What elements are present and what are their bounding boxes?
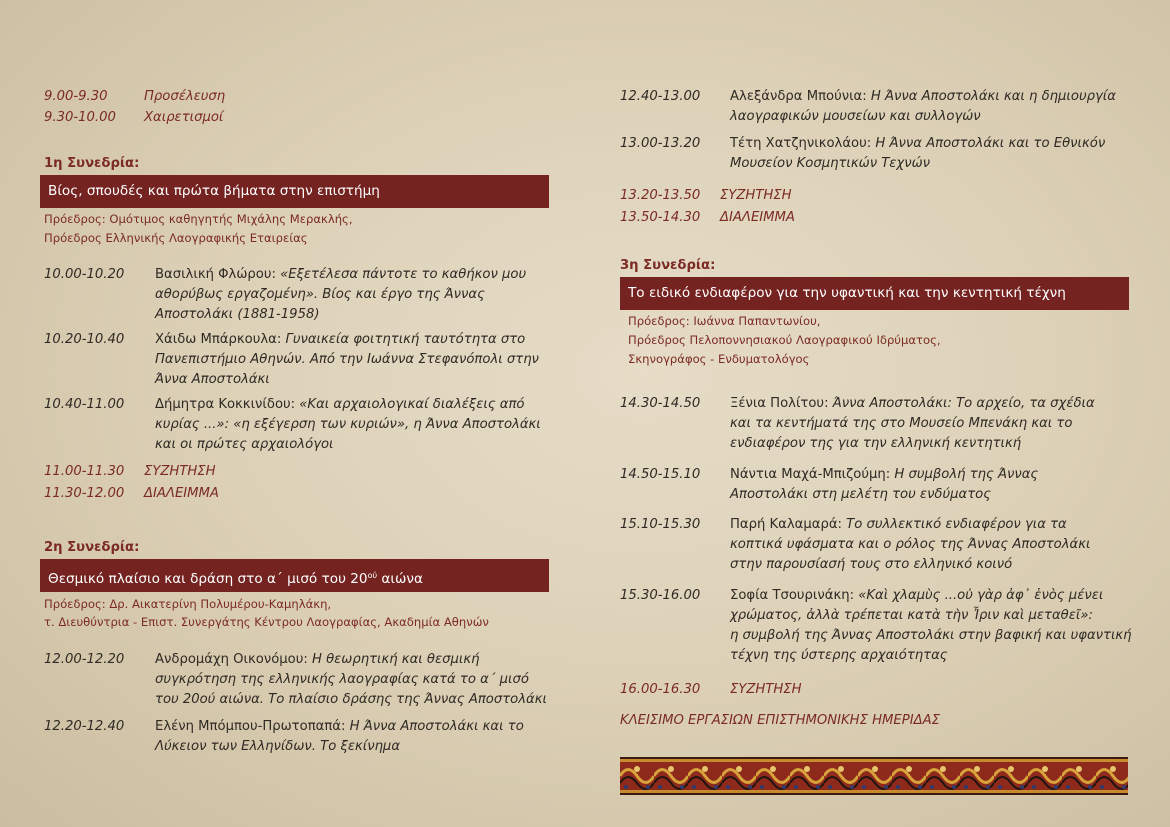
time-label: 9.30-10.00 bbox=[44, 110, 116, 125]
speaker-name: Βασιλική Φλώρου: bbox=[155, 267, 281, 282]
talk-title: Άννα Αποστολάκι: Το αρχείο, τα σχέδια bbox=[832, 396, 1095, 411]
speaker-name: Αλεξάνδρα Μπούνια: bbox=[730, 89, 871, 104]
session-label: 3η Συνεδρία: bbox=[620, 258, 716, 273]
session-title-bar bbox=[40, 559, 549, 592]
time-label: 10.40-11.00 bbox=[44, 397, 125, 412]
session-title-sup: ού bbox=[367, 571, 378, 580]
talk-title: Η θεωρητική και θεσμική bbox=[312, 652, 480, 667]
talk-title-line: Αποστολάκι στη μελέτη του ενδύματος bbox=[730, 487, 991, 502]
event-label: ΔΙΑΛΕΙΜΜΑ bbox=[144, 486, 219, 501]
talk-title-line: και οι πρώτες αρχαιολόγοι bbox=[155, 437, 334, 452]
speaker-name: Ξένια Πολίτου: bbox=[730, 396, 833, 411]
time-label: 11.30-12.00 bbox=[44, 486, 125, 501]
chair-line: Πρόεδρος Ελληνικής Λαογραφικής Εταιρείας bbox=[44, 231, 308, 245]
time-label: 14.50-15.10 bbox=[620, 467, 701, 482]
session-title-bar: Βίος, σπουδές και πρώτα βήματα στην επιστήμη bbox=[40, 175, 549, 208]
talk-title-line: αθορύβως εργαζομένη». Βίος και έργο της Άννας bbox=[155, 287, 485, 302]
session-title: Θεσμικό πλαίσιο και δράση στο α΄ μισό του 20 bbox=[48, 571, 368, 587]
event-label: Προσέλευση bbox=[144, 89, 226, 104]
time-label: 12.20-12.40 bbox=[44, 719, 125, 734]
event-label: ΔΙΑΛΕΙΜΜΑ bbox=[720, 210, 795, 225]
closing-text: ΚΛΕΙΣΙΜΟ ΕΡΓΑΣΙΩΝ ΕΠΙΣΤΗΜΟΝΙΚΗΣ ΗΜΕΡΙΔΑΣ bbox=[620, 713, 940, 728]
talk-title: Γυναικεία φοιτητική ταυτότητα στο bbox=[285, 332, 526, 347]
talk-title-line: η συμβολή της Άννας Αποστολάκι στην βαφική και υφαντική bbox=[730, 628, 1132, 643]
speaker-name: Τέτη Χατζηνικολάου: bbox=[730, 136, 876, 151]
talk-title-line: στην παρουσίασή τους στο ελληνικό κοινό bbox=[730, 557, 1013, 572]
talk-title: Η Άννα Αποστολάκι και το bbox=[349, 719, 524, 734]
session-label: 2η Συνεδρία: bbox=[44, 540, 140, 555]
talk-title-line: τέχνη της ύστερης αρχαιότητας bbox=[730, 648, 948, 663]
chair-line: Πρόεδρος: Ομότιμος καθηγητής Μιχάλης Μερακλής, bbox=[44, 212, 353, 226]
talk-title-line: χρώματος, ἀλλὰ τρέπεται κατὰ τὴν Ἶριν καὶ μεταθεῖ»: bbox=[730, 608, 1093, 623]
session-label: 1η Συνεδρία: bbox=[44, 156, 140, 171]
event-label: Χαιρετισμοί bbox=[144, 110, 224, 125]
time-label: 12.40-13.00 bbox=[620, 89, 701, 104]
talk-title-line: κυρίας ...»: «η εξέγερση των κυριών», η Άννα Αποστολάκι bbox=[155, 417, 541, 432]
speaker-name: Νάντια Μαχά-Μπιζούμη: bbox=[730, 467, 895, 482]
talk-title-line: λαογραφικών μουσείων και συλλογών bbox=[730, 109, 981, 124]
talk-title: Η Άννα Αποστολάκι και η δημιουργία bbox=[870, 89, 1116, 104]
talk-title-line: του 20ού αιώνα. Το πλαίσιο δράσης της Άννας Αποστολάκι bbox=[155, 692, 547, 707]
time-label: 10.00-10.20 bbox=[44, 267, 125, 282]
chair-line: Πρόεδρος Πελοποννησιακού Λαογραφικού Ιδρύματος, bbox=[628, 333, 941, 347]
textile-border-image bbox=[620, 757, 1128, 795]
event-label: ΣΥΖΗΤΗΣΗ bbox=[144, 464, 216, 479]
talk-title: Η Άννα Αποστολάκι και το Εθνικόν bbox=[875, 136, 1106, 151]
talk-title-line: συγκρότηση της ελληνικής λαογραφίας κατά το α΄ μισό bbox=[155, 672, 529, 687]
chair-line: Σκηνογράφος - Ενδυματολόγος bbox=[628, 352, 810, 366]
talk-title-line: Μουσείον Κοσμητικών Τεχνών bbox=[730, 156, 931, 171]
speaker-name: Σοφία Τσουρινάκη: bbox=[730, 588, 859, 603]
time-label: 15.10-15.30 bbox=[620, 517, 701, 532]
talk-title: Η συμβολή της Άννας bbox=[894, 467, 1039, 482]
time-label: 11.00-11.30 bbox=[44, 464, 125, 479]
talk-title-line: Λύκειον των Ελληνίδων. Το ξεκίνημα bbox=[155, 739, 401, 754]
time-label: 12.00-12.20 bbox=[44, 652, 125, 667]
talk-title-line: κοπτικά υφάσματα και ο ρόλος της Άννας Αποστολάκι bbox=[730, 537, 1091, 552]
time-label: 14.30-14.50 bbox=[620, 396, 701, 411]
time-label: 9.00-9.30 bbox=[44, 89, 108, 104]
time-label: 13.20-13.50 bbox=[620, 188, 701, 203]
session-title-bar: Το ειδικό ενδιαφέρον για την υφαντική και την κεντητική τέχνη bbox=[620, 277, 1129, 310]
talk-title: «Καὶ χλαμὺς ...οὐ γὰρ ἀφ᾽ ἑνὸς μένει bbox=[858, 588, 1104, 603]
talk-title-line: και τα κεντήματά της στο Μουσείο Μπενάκη και το bbox=[730, 416, 1073, 431]
time-label: 10.20-10.40 bbox=[44, 332, 125, 347]
speaker-name: Ανδρομάχη Οικονόμου: bbox=[155, 652, 312, 667]
event-label: ΣΥΖΗΤΗΣΗ bbox=[730, 682, 802, 697]
time-label: 16.00-16.30 bbox=[620, 682, 701, 697]
time-label: 15.30-16.00 bbox=[620, 588, 701, 603]
chair-line: Πρόεδρος: Δρ. Αικατερίνη Πολυμέρου-Καμηλάκη, bbox=[44, 597, 332, 611]
talk-title-line: Αποστολάκι (1881-1958) bbox=[155, 307, 320, 322]
speaker-name: Δήμητρα Κοκκινίδου: bbox=[155, 397, 300, 412]
speaker-name: Χάιδω Μπάρκουλα: bbox=[155, 332, 286, 347]
talk-title-line: Άννα Αποστολάκι bbox=[155, 372, 270, 387]
talk-title: «Και αρχαιολογικαί διαλέξεις από bbox=[299, 397, 525, 412]
talk-title: Το συλλεκτικό ενδιαφέρον για τα bbox=[846, 517, 1067, 532]
time-label: 13.50-14.30 bbox=[620, 210, 701, 225]
talk-title: «Εξετέλεσα πάντοτε το καθήκον μου bbox=[280, 267, 527, 282]
session-title-end: αιώνα bbox=[377, 571, 423, 587]
speaker-name: Παρή Καλαμαρά: bbox=[730, 517, 847, 532]
chair-line: τ. Διευθύντρια - Επιστ. Συνεργάτης Κέντρου Λαογραφίας, Ακαδημία Αθηνών bbox=[44, 615, 489, 629]
time-label: 13.00-13.20 bbox=[620, 136, 701, 151]
talk-title-line: Πανεπιστήμιο Αθηνών. Από την Ιωάννα Στεφανόπολι στην bbox=[155, 352, 539, 367]
talk-title-line: ενδιαφέρον της για την ελληνική κεντητική bbox=[730, 436, 1022, 451]
event-label: ΣΥΖΗΤΗΣΗ bbox=[720, 188, 792, 203]
chair-line: Πρόεδρος: Ιωάννα Παπαντωνίου, bbox=[628, 314, 821, 328]
speaker-name: Ελένη Μπόμπου-Πρωτοπαπά: bbox=[155, 719, 350, 734]
